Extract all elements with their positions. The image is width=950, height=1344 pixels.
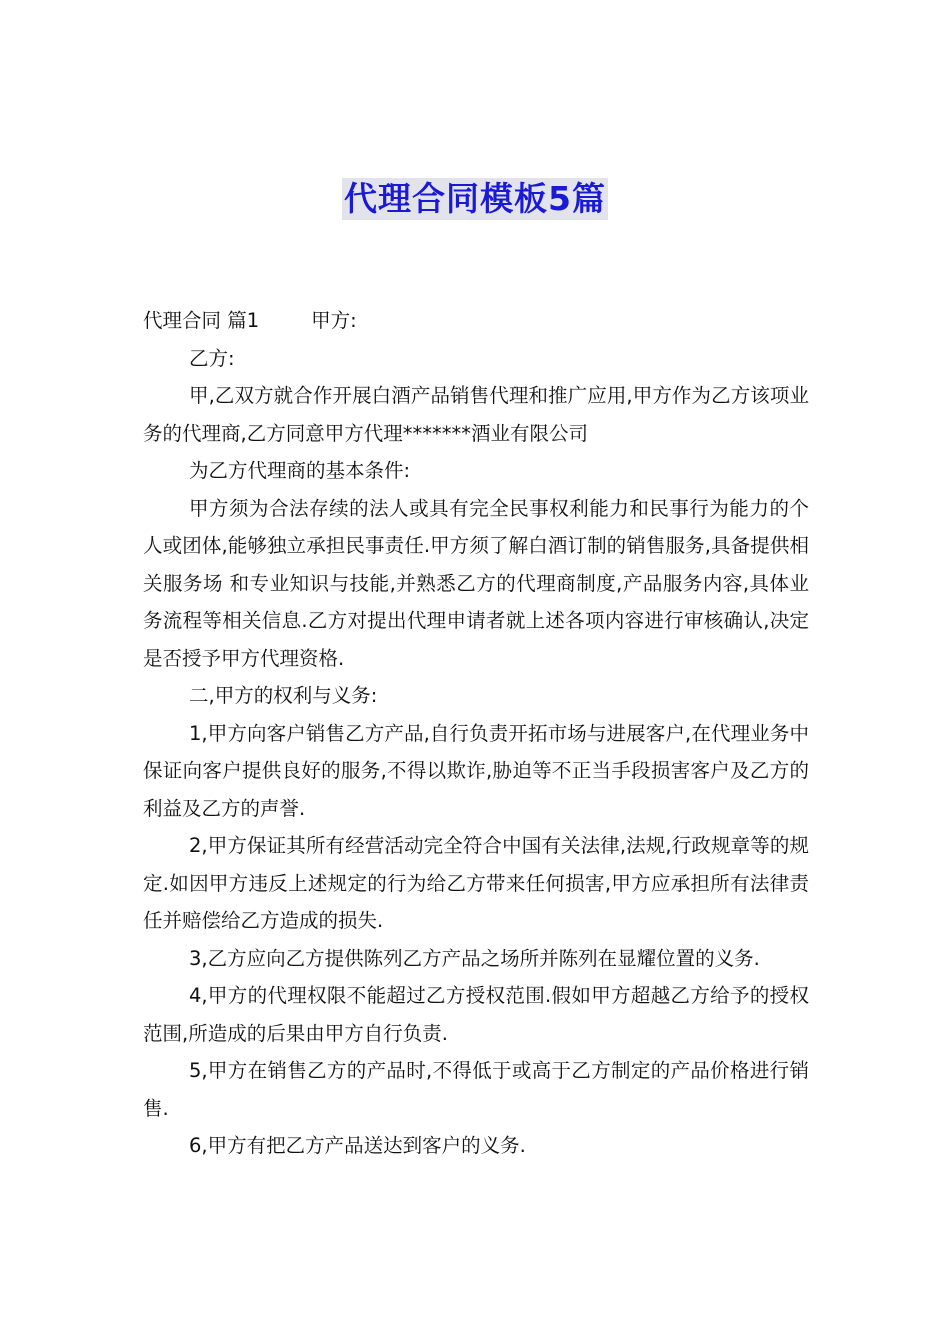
document-body [143,302,809,1165]
paragraph: 5,甲方在销售乙方的产品时,不得低于或高于乙方制定的产品价格进行销售. [143,1059,809,1120]
paragraph: 乙方: [189,346,235,370]
heading-line [143,302,809,340]
title-container [0,178,950,220]
party-a-label: 甲方: [311,309,357,332]
paragraph: 2,甲方保证其所有经营活动完全符合中国有关法律,法规,行政规章等的规定.如因甲方违反上述规定的行为给乙方带来任何损害,甲方应承担所有法律责任并赔偿给乙方造成的损失. [143,834,809,932]
document-title: 代理合同模板5篇 [344,179,606,218]
paragraph: 1,甲方向客户销售乙方产品,自行负责开拓市场与进展客户,在代理业务中保证向客户提供良好的服务,不得以欺诈,胁迫等不正当手段损害客户及乙方的利益及乙方的声誉. [143,721,809,820]
paragraph: 甲方须为合法存续的法人或具有完全民事权利能力和民事行为能力的个人或团体,能够独立承担民事责任.甲方须了解白酒订制的销售服务,具备提供相 关服务场 和专业知识与技能,并熟悉乙方的代理商制度,产品服务内容,具体业务流程等相关信息.乙方对提出代理申请者就上述各项内容进行审核确认,决定是否授予甲方代理资格. [143,496,809,670]
paragraph: 4,甲方的代理权限不能超过乙方授权范围.假如甲方超越乙方给予的授权范围,所造成的后果由甲方自行负责. [143,984,809,1045]
paragraph: 为乙方代理商的基本条件: [189,459,411,482]
paragraph: 6,甲方有把乙方产品送达到客户的义务. [189,1134,526,1157]
section-label: 代理合同 篇1 [143,309,260,332]
paragraph: 二,甲方的权利与义务: [189,684,378,707]
paragraph: 3,乙方应向乙方提供陈列乙方产品之场所并陈列在显耀位置的义务. [189,946,760,970]
paragraph: 甲,乙双方就合作开展白酒产品销售代理和推广应用,甲方作为乙方该项业务的代理商,乙方同意甲方代理*******酒业有限公司 [143,384,809,445]
